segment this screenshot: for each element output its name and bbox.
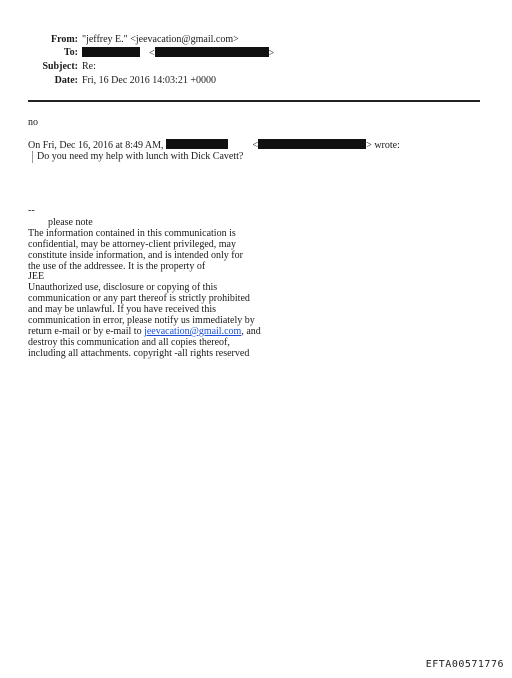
signature-line: including all attachments. copyright -all rights reserved [28, 347, 250, 359]
date-value: Fri, 16 Dec 2016 14:03:21 +0000 [82, 75, 216, 86]
signature-line: constitute inside information, and is intended only for [28, 249, 243, 261]
signature-tail-lines [28, 338, 261, 360]
header-divider [28, 100, 480, 102]
from-value: "jeffrey E." <jeevacation@gmail.com> [82, 34, 239, 45]
signature-line: Unauthorized use, disclosure or copying of this [28, 282, 218, 294]
signature-block [28, 206, 261, 360]
quote-bar [32, 151, 33, 163]
redaction-box [155, 47, 269, 57]
to-label: To: [63, 47, 78, 58]
to-open-bracket: < [149, 48, 155, 59]
date-label: Date: [54, 75, 78, 86]
signature-line: communication in error, please notify us immediately by [28, 315, 255, 327]
reply-text: no [28, 117, 38, 128]
redaction-box [82, 47, 140, 57]
quote-open-bracket: < [252, 140, 259, 151]
document-id: EFTA00571776 [425, 659, 504, 670]
quoted-text: Do you need my help with lunch with Dick Cavett? [37, 151, 244, 162]
quote-wrote: > wrote: [366, 140, 400, 151]
to-close-bracket: > [268, 48, 275, 59]
email-line-suffix: , and [241, 325, 261, 337]
quote-intro: On Fri, Dec 16, 2016 at 8:49 AM, [28, 140, 164, 151]
signature-line: confidential, may be attorney-client privileged, may [28, 238, 236, 250]
signature-line: The information contained in this communication is [28, 227, 236, 239]
signature-lines [28, 229, 261, 327]
redaction-box [166, 139, 228, 149]
email-header [0, 34, 512, 94]
signature-line: communication or any part thereof is strictly prohibited [28, 293, 250, 305]
to-value [82, 47, 274, 60]
from-label: From: [50, 34, 78, 45]
signature-line: the use of the addressee. It is the property of [28, 260, 206, 272]
signature-line: destroy this communication and all copies thereof, [28, 336, 230, 348]
redaction-box [258, 139, 366, 149]
quote-intro-line [28, 139, 400, 152]
signature-dashes: -- [28, 205, 35, 216]
email-link[interactable]: jeevacation@gmail.com [144, 325, 242, 337]
signature-line: JEE [28, 271, 45, 283]
email-line-prefix: return e-mail or by e-mail to [28, 325, 145, 337]
subject-label: Subject: [42, 61, 78, 72]
subject-value: Re: [82, 61, 96, 72]
signature-please-note: please note [48, 216, 93, 228]
signature-line: and may be unlawful. If you have received this [28, 304, 216, 316]
